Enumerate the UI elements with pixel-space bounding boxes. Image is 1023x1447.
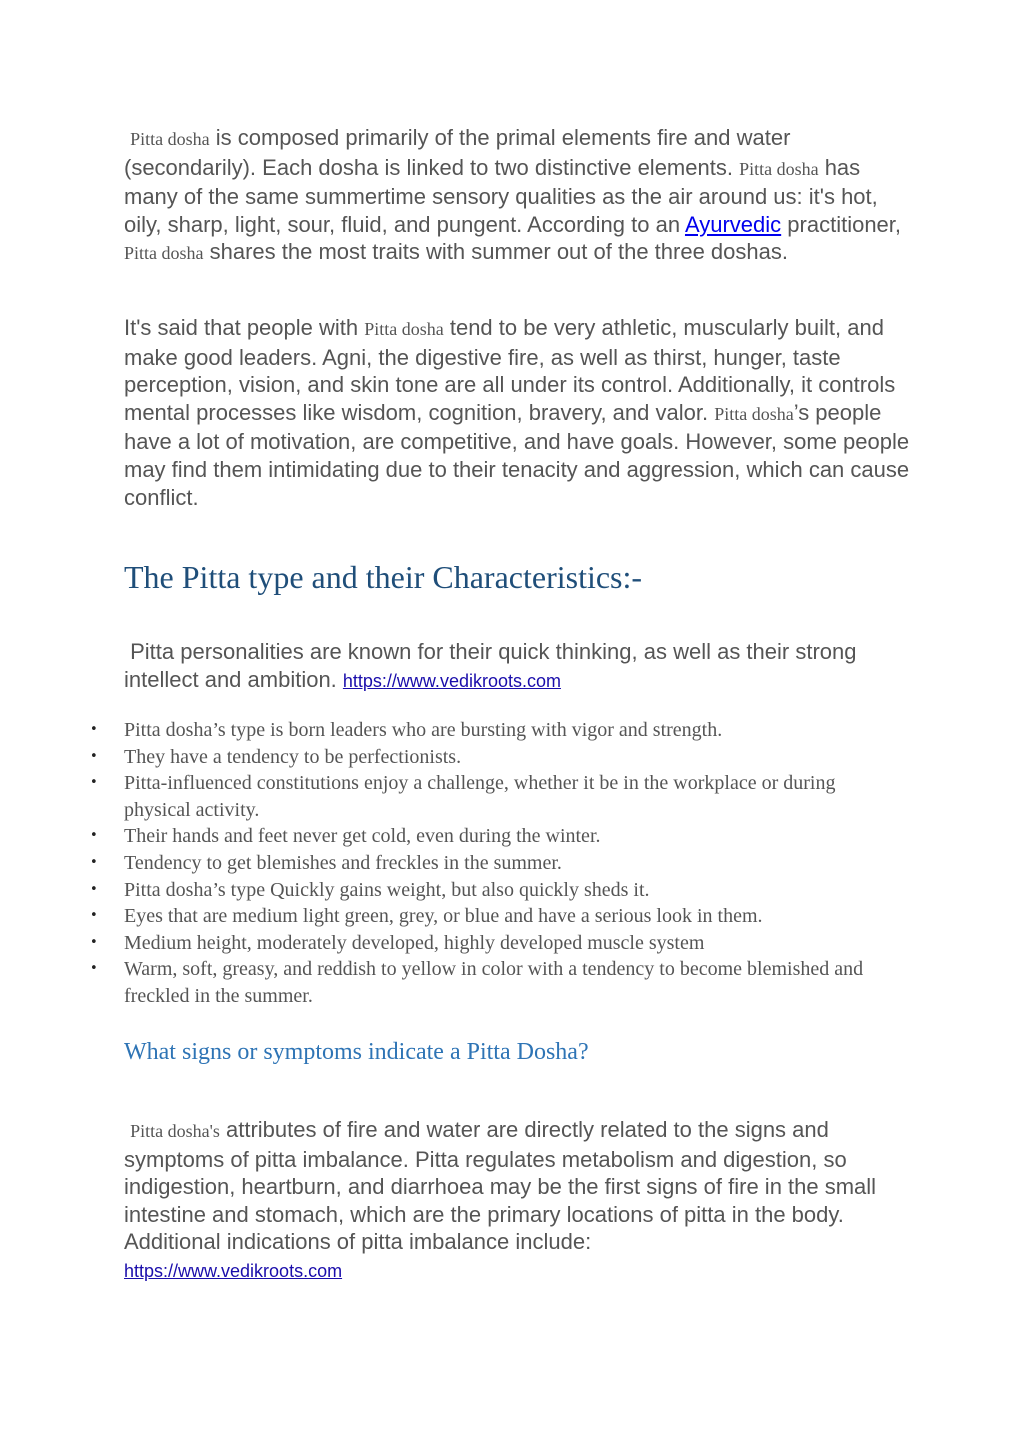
term-pitta-dosha: Pitta dosha	[714, 403, 794, 424]
list-item	[90, 744, 890, 771]
text-segment: It's said that people with	[124, 315, 365, 340]
bullet-icon: •	[90, 961, 98, 977]
term-pitta-dosha: Pitta dosha	[130, 129, 210, 149]
bullet-icon: •	[90, 934, 98, 950]
bullet-icon: •	[90, 908, 98, 924]
text-segment: has many of the same summertime sensory qualities as the air around us: it's hot, oily, sharp, light, sour, fluid, and pungent. According to an	[124, 154, 878, 237]
text-segment: practitioner,	[781, 211, 902, 237]
list-item-text: Pitta dosha’s type Quickly gains weight, but also quickly sheds it.	[124, 878, 650, 901]
list-item	[90, 823, 890, 850]
list-item-text: Tendency to get blemishes and freckles in the summer.	[124, 851, 562, 874]
bullet-icon: •	[90, 828, 98, 844]
list-item	[90, 717, 890, 744]
list-item	[90, 850, 890, 877]
term-pitta-dosha: Pitta dosha	[364, 319, 444, 339]
list-item	[90, 956, 890, 1009]
term-pitta-dosha: Pitta dosha	[124, 243, 204, 264]
term-pitta-doshas: Pitta dosha's	[130, 1121, 220, 1141]
list-item-text: Their hands and feet never get cold, even during the winter.	[124, 825, 601, 848]
bullet-icon: •	[90, 748, 98, 764]
list-item-text: Pitta dosha’s type is born leaders who are bursting with vigor and strength.	[124, 719, 723, 741]
vedikroots-link[interactable]: https://www.vedikroots.com	[342, 670, 561, 691]
text-segment: ’s people have a lot of motivation, are competitive, and have goals. However, some people may find them intimidating due to their tenacity and aggression, which can cause conflict.	[124, 399, 910, 510]
vedikroots-link[interactable]: https://www.vedikroots.com	[124, 1260, 343, 1281]
characteristics-list	[90, 717, 890, 1010]
section-heading-symptoms: What signs or symptoms indicate a Pitta Dosha?	[124, 1039, 589, 1065]
text-segment: is composed primarily of the primal elements fire and water (secondarily). Each dosha is linked to two distinctive elements.	[124, 125, 791, 180]
list-item-text: Pitta-influenced constitutions enjoy a challenge, whether it be in the workplace or during physical activity.	[124, 772, 836, 821]
ayurvedic-link[interactable]: Ayurvedic	[684, 211, 782, 237]
text-segment: tend to be very athletic, muscularly built, and make good leaders. Agni, the digestive fire, as well as thirst, hunger, taste perception, vision, and skin tone are all under its control. Additionally, it controls mental processes like wisdom, cognition, bravery, and valor.	[124, 315, 896, 425]
bullet-icon: •	[90, 881, 98, 897]
list-item-text: Eyes that are medium light green, grey, or blue and have a serious look in them.	[124, 905, 763, 928]
traits-paragraph	[124, 314, 914, 511]
term-pitta-dosha: Pitta dosha	[739, 158, 819, 179]
list-item-text: Warm, soft, greasy, and reddish to yellow in color with a tendency to become blemished and freckled in the summer.	[124, 958, 864, 1007]
bullet-icon: •	[90, 722, 98, 737]
personality-paragraph	[124, 638, 914, 695]
text-segment: attributes of fire and water are directly related to the signs and symptoms of pitta imbalance. Pitta regulates metabolism and digestion, so indigestion, heartburn, and diarrhoea may be the first signs of fire in the small intestine and stomach, which are the primary locations of pitta in the body. Additional indications of pitta imbalance include:	[124, 1117, 877, 1255]
bullet-icon: •	[90, 854, 98, 870]
list-item-text: Medium height, moderately developed, highly developed muscle system	[124, 931, 705, 954]
section-heading-characteristics: The Pitta type and their Characteristics:-	[124, 559, 643, 595]
list-item	[90, 930, 890, 957]
list-item	[90, 770, 890, 823]
text-segment: shares the most traits with summer out of the three doshas.	[203, 239, 788, 265]
list-item-text: They have a tendency to be perfectionists.	[124, 745, 462, 768]
list-item	[90, 877, 890, 904]
intro-paragraph	[124, 124, 914, 268]
bullet-icon: •	[90, 775, 98, 791]
symptoms-paragraph	[124, 1116, 924, 1286]
list-item	[90, 903, 890, 930]
text-segment: Pitta personalities are known for their quick thinking, as well as their strong intellect and ambition.	[124, 639, 857, 692]
